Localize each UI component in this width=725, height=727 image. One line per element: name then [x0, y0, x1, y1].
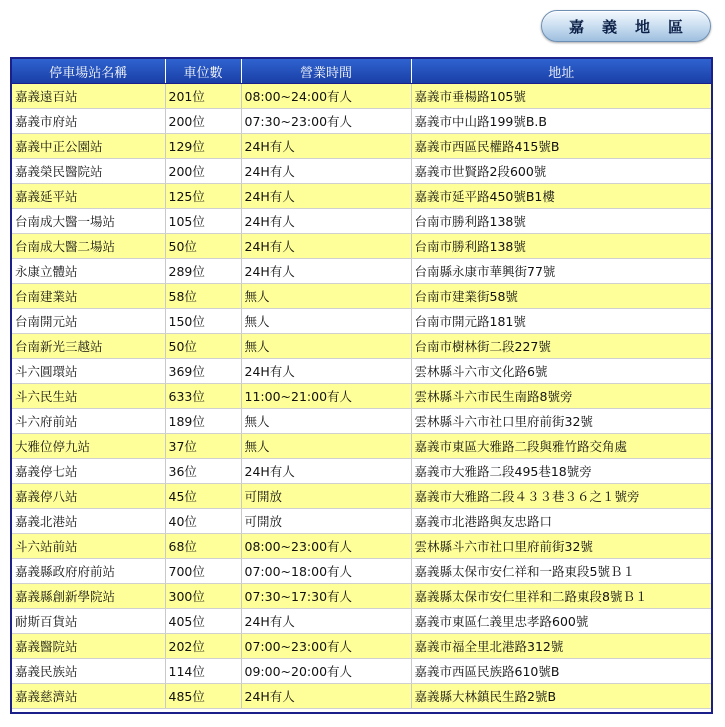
table-row — [12, 259, 711, 284]
station-name-cell: 台南成大醫二場站 — [12, 234, 165, 259]
station-name-cell: 永康立體站 — [12, 259, 165, 284]
table-row — [12, 434, 711, 459]
station-name-cell: 嘉義慈濟站 — [12, 684, 165, 709]
table-row — [12, 634, 711, 659]
table-row — [12, 459, 711, 484]
address-cell: 雲林縣斗六市社口里府前街32號 — [411, 409, 711, 434]
station-name-cell: 嘉義延平站 — [12, 184, 165, 209]
spaces-cell: 105位 — [165, 209, 241, 234]
table-body — [12, 84, 711, 709]
table-row — [12, 684, 711, 709]
station-name-cell: 嘉義縣政府府前站 — [12, 559, 165, 584]
table-row — [12, 359, 711, 384]
station-name-cell: 台南新光三越站 — [12, 334, 165, 359]
address-cell: 嘉義市世賢路2段600號 — [411, 159, 711, 184]
hours-cell: 24H有人 — [241, 159, 411, 184]
address-cell: 台南縣永康市華興街77號 — [411, 259, 711, 284]
station-name-cell: 嘉義醫院站 — [12, 634, 165, 659]
station-name-cell: 嘉義中正公園站 — [12, 134, 165, 159]
hours-cell: 08:00~24:00有人 — [241, 84, 411, 109]
hours-cell: 24H有人 — [241, 134, 411, 159]
table-row — [12, 384, 711, 409]
hours-cell: 可開放 — [241, 484, 411, 509]
station-name-cell: 嘉義榮民醫院站 — [12, 159, 165, 184]
parking-stations-table — [12, 59, 711, 709]
header-spaces: 車位數 — [165, 59, 241, 84]
hours-cell: 09:00~20:00有人 — [241, 659, 411, 684]
spaces-cell: 50位 — [165, 334, 241, 359]
table-row — [12, 409, 711, 434]
spaces-cell: 189位 — [165, 409, 241, 434]
station-name-cell: 大雅位停九站 — [12, 434, 165, 459]
table-row — [12, 84, 711, 109]
hours-cell: 無人 — [241, 309, 411, 334]
station-name-cell: 耐斯百貨站 — [12, 609, 165, 634]
spaces-cell: 129位 — [165, 134, 241, 159]
hours-cell: 無人 — [241, 409, 411, 434]
address-cell: 嘉義市西區民權路415號B — [411, 134, 711, 159]
table-header-row — [12, 59, 711, 84]
address-cell: 嘉義縣大林鎮民生路2號B — [411, 684, 711, 709]
station-name-cell: 斗六站前站 — [12, 534, 165, 559]
spaces-cell: 300位 — [165, 584, 241, 609]
address-cell: 嘉義縣太保市安仁祥和一路東段5號Ｂ１ — [411, 559, 711, 584]
spaces-cell: 633位 — [165, 384, 241, 409]
spaces-cell: 289位 — [165, 259, 241, 284]
hours-cell: 08:00~23:00有人 — [241, 534, 411, 559]
spaces-cell: 40位 — [165, 509, 241, 534]
spaces-cell: 114位 — [165, 659, 241, 684]
header-hours: 營業時間 — [241, 59, 411, 84]
hours-cell: 24H有人 — [241, 684, 411, 709]
hours-cell: 07:00~18:00有人 — [241, 559, 411, 584]
address-cell: 嘉義市垂楊路105號 — [411, 84, 711, 109]
table-row — [12, 184, 711, 209]
address-cell: 嘉義市中山路199號B.B — [411, 109, 711, 134]
table-row — [12, 484, 711, 509]
table-row — [12, 509, 711, 534]
table-row — [12, 584, 711, 609]
spaces-cell: 58位 — [165, 284, 241, 309]
header-station-name: 停車場站名稱 — [12, 59, 165, 84]
address-cell: 嘉義市大雅路二段４３３巷３６之１號旁 — [411, 484, 711, 509]
hours-cell: 無人 — [241, 334, 411, 359]
hours-cell: 24H有人 — [241, 459, 411, 484]
address-cell: 嘉義市西區民族路610號B — [411, 659, 711, 684]
station-name-cell: 嘉義停八站 — [12, 484, 165, 509]
spaces-cell: 37位 — [165, 434, 241, 459]
address-cell: 台南市勝利路138號 — [411, 209, 711, 234]
spaces-cell: 200位 — [165, 159, 241, 184]
station-name-cell: 嘉義市府站 — [12, 109, 165, 134]
table-row — [12, 209, 711, 234]
table-row — [12, 109, 711, 134]
station-name-cell: 斗六民生站 — [12, 384, 165, 409]
station-name-cell: 嘉義民族站 — [12, 659, 165, 684]
spaces-cell: 485位 — [165, 684, 241, 709]
hours-cell: 24H有人 — [241, 184, 411, 209]
map-button-label: 嘉義地區 — [568, 17, 701, 36]
address-cell: 嘉義縣太保市安仁里祥和二路東段8號Ｂ１ — [411, 584, 711, 609]
address-cell: 台南市樹林街二段227號 — [411, 334, 711, 359]
spaces-cell: 202位 — [165, 634, 241, 659]
spaces-cell: 125位 — [165, 184, 241, 209]
address-cell: 嘉義市福全里北港路312號 — [411, 634, 711, 659]
table-row — [12, 659, 711, 684]
address-cell: 嘉義市大雅路二段495巷18號旁 — [411, 459, 711, 484]
hours-cell: 24H有人 — [241, 609, 411, 634]
address-cell: 雲林縣斗六市社口里府前街32號 — [411, 534, 711, 559]
table-row — [12, 134, 711, 159]
address-cell: 嘉義市延平路450號B1樓 — [411, 184, 711, 209]
station-name-cell: 嘉義停七站 — [12, 459, 165, 484]
spaces-cell: 68位 — [165, 534, 241, 559]
address-cell: 嘉義市北港路與友忠路口 — [411, 509, 711, 534]
spaces-cell: 50位 — [165, 234, 241, 259]
table-row — [12, 234, 711, 259]
spaces-cell: 150位 — [165, 309, 241, 334]
hours-cell: 24H有人 — [241, 359, 411, 384]
address-cell: 台南市建業街58號 — [411, 284, 711, 309]
spaces-cell: 200位 — [165, 109, 241, 134]
table-row — [12, 334, 711, 359]
table-row — [12, 609, 711, 634]
address-cell: 台南市勝利路138號 — [411, 234, 711, 259]
station-name-cell: 嘉義縣創新學院站 — [12, 584, 165, 609]
spaces-cell: 45位 — [165, 484, 241, 509]
header-address: 地址 — [411, 59, 711, 84]
station-name-cell: 台南建業站 — [12, 284, 165, 309]
chiayi-region-map-button[interactable] — [541, 10, 711, 42]
address-cell: 雲林縣斗六市文化路6號 — [411, 359, 711, 384]
table-row — [12, 309, 711, 334]
table-row — [12, 534, 711, 559]
station-name-cell: 斗六府前站 — [12, 409, 165, 434]
hours-cell: 24H有人 — [241, 209, 411, 234]
spaces-cell: 405位 — [165, 609, 241, 634]
table-row — [12, 559, 711, 584]
address-cell: 台南市開元路181號 — [411, 309, 711, 334]
table-row — [12, 284, 711, 309]
address-cell: 嘉義市東區大雅路二段與雅竹路交角處 — [411, 434, 711, 459]
station-name-cell: 嘉義遠百站 — [12, 84, 165, 109]
table-row — [12, 159, 711, 184]
hours-cell: 07:30~23:00有人 — [241, 109, 411, 134]
spaces-cell: 201位 — [165, 84, 241, 109]
station-name-cell: 台南開元站 — [12, 309, 165, 334]
hours-cell: 無人 — [241, 284, 411, 309]
spaces-cell: 36位 — [165, 459, 241, 484]
hours-cell: 24H有人 — [241, 259, 411, 284]
hours-cell: 07:00~23:00有人 — [241, 634, 411, 659]
address-cell: 雲林縣斗六市民生南路8號旁 — [411, 384, 711, 409]
station-name-cell: 嘉義北港站 — [12, 509, 165, 534]
address-cell: 嘉義市東區仁義里忠孝路600號 — [411, 609, 711, 634]
spaces-cell: 700位 — [165, 559, 241, 584]
station-name-cell: 台南成大醫一場站 — [12, 209, 165, 234]
parking-table-frame — [10, 57, 713, 714]
hours-cell: 11:00~21:00有人 — [241, 384, 411, 409]
station-name-cell: 斗六圓環站 — [12, 359, 165, 384]
hours-cell: 24H有人 — [241, 234, 411, 259]
hours-cell: 07:30~17:30有人 — [241, 584, 411, 609]
spaces-cell: 369位 — [165, 359, 241, 384]
hours-cell: 可開放 — [241, 509, 411, 534]
hours-cell: 無人 — [241, 434, 411, 459]
